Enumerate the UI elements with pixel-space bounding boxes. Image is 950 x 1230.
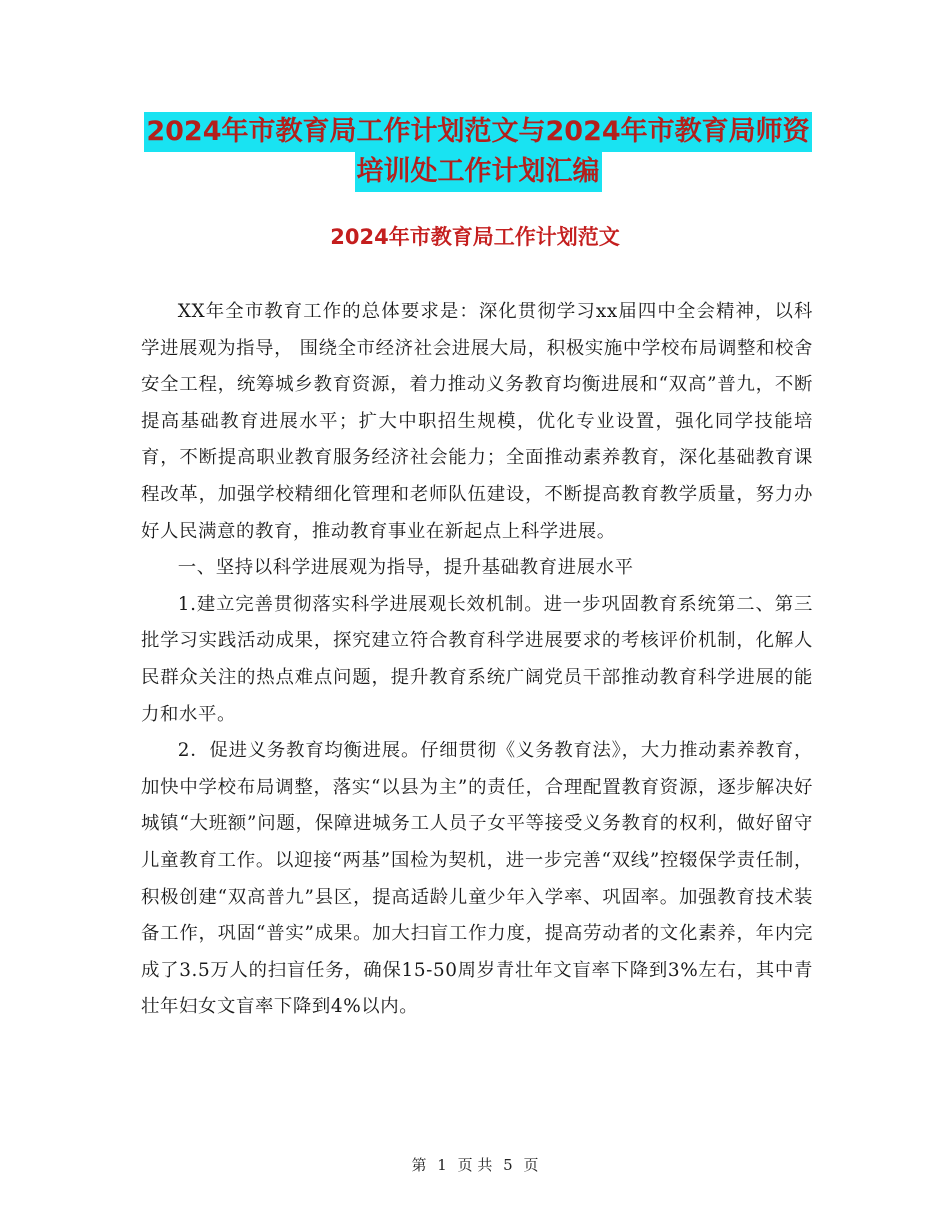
footer-mid: 页 共 — [457, 1156, 493, 1174]
document-title-line-2: 培训处工作计划汇编 — [355, 152, 602, 192]
section-title: 2024年市教育局工作计划范文 — [330, 225, 620, 249]
document-title-line-1: 2024年市教育局工作计划范文与2024年市教育局师资 — [144, 112, 811, 152]
paragraph-heading-1: 一、坚持以科学进展观为指导，提升基础教育进展水平 — [177, 557, 634, 579]
footer-total-pages: 5 — [503, 1156, 513, 1174]
page-footer — [0, 1154, 950, 1175]
footer-suffix: 页 — [523, 1156, 539, 1174]
paragraph-intro: XX年全市教育工作的总体要求是：深化贯彻学习xx届四中全会精神，以科学进展观为指导， 围绕全市经济社会进展大局，积极实施中学校布局调整和校舍安全工程，统筹城乡教育资源，着力推动义务教育均衡进展和“双高”普九，不断提高基础教育进展水平；扩大中职招生规模，优化专业设置，强化同学技能培育，不断提高职业教育服务经济社会能力；全面推动素养教育，深化基础教育课程改革，加强学校精细化管理和老师队伍建设，不断提高教育教学质量，努力办好人民满意的教育，推动教育事业在新起点上科学进展。 — [141, 301, 813, 542]
footer-page-number: 1 — [437, 1156, 447, 1174]
paragraph-item-1: 1.建立完善贯彻落实科学进展观长效机制。进一步巩固教育系统第二、第三批学习实践活动成果，探究建立符合教育科学进展要求的考核评价机制，化解人民群众关注的热点难点问题，提升教育系统广阔党员干部推动教育科学进展的能力和水平。 — [141, 593, 813, 725]
paragraph-item-2: 2．促进义务教育均衡进展。仔细贯彻《义务教育法》，大力推动素养教育，加快中学校布局调整，落实“以县为主”的责任，合理配置教育资源，逐步解决好城镇“大班额”问题，保障进城务工人员子女平等接受义务教育的权利，做好留守儿童教育工作。以迎接“两基”国检为契机，进一步完善“双线”控辍保学责任制，积极创建“双高普九”县区，提高适龄儿童少年入学率、巩固率。加强教育技术装备工作，巩固“普实”成果。加大扫盲工作力度，提高劳动者的文化素养，年内完成了3.5万人的扫盲任务，确保15-50周岁青壮年文盲率下降到3%左右，其中青壮年妇女文盲率下降到4%以内。 — [141, 740, 813, 1018]
document-body — [141, 294, 813, 1026]
footer-prefix: 第 — [411, 1156, 427, 1174]
document-title — [140, 112, 816, 192]
